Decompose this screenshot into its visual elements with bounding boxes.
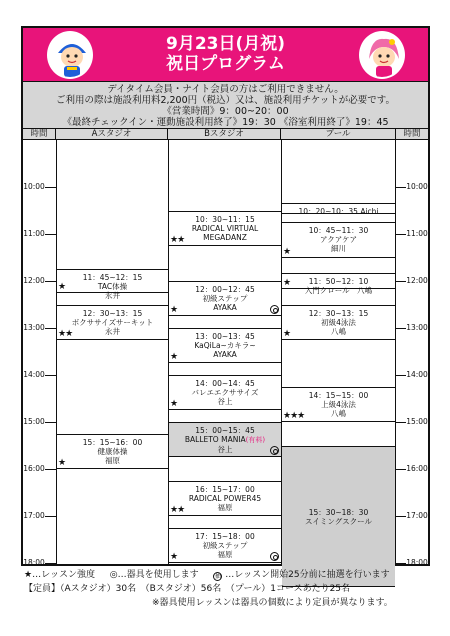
time-label: 11:00 (23, 229, 45, 238)
title-banner (23, 28, 428, 82)
schedule-sheet (21, 26, 430, 566)
time-label: 12:00 (406, 276, 428, 285)
lesson-name: アクアケア (319, 235, 358, 244)
header-studio-b: Bスタジオ (168, 129, 281, 140)
capacity-line: 【定員】（Aスタジオ）30名 （Bスタジオ）56名 （プール）1コースあたり25名 (24, 584, 351, 594)
studio-b-lesson[interactable] (169, 528, 281, 563)
time-label: 18:00 (406, 558, 428, 567)
time-tick (45, 328, 56, 329)
lesson-name: 初級ステップ (202, 294, 248, 303)
lesson-instructor: 谷上 (217, 397, 233, 406)
lesson-time: 15：30~18：30 (308, 508, 369, 517)
legend-line (24, 570, 390, 581)
lesson-time: 14：00~14：45 (195, 379, 255, 388)
intensity-stars: ★ (283, 329, 291, 339)
time-label: 10:00 (23, 182, 45, 191)
intensity-stars: ★ (170, 305, 178, 315)
lesson-time: 16：15~17：00 (195, 485, 255, 494)
time-label: 16:00 (23, 464, 45, 473)
lesson-time: 15：00~15：45 (195, 426, 255, 435)
lesson-time: 17：15~18：00 (195, 532, 255, 541)
header-pool: プール (281, 129, 396, 140)
time-tick (45, 422, 56, 423)
time-label: 18:00 (23, 558, 45, 567)
pool-lesson[interactable] (282, 387, 395, 422)
lesson-instructor: 谷上 (217, 445, 233, 454)
pool-lesson[interactable] (282, 203, 395, 214)
lesson-time: 10：30~11：15 (195, 215, 255, 224)
time-label: 14:00 (23, 370, 45, 379)
lesson-time: 15：15~16：00 (82, 438, 143, 447)
studio-a-lesson[interactable] (57, 434, 168, 469)
time-tick (45, 563, 56, 564)
time-tick (45, 187, 56, 188)
lesson-instructor: 永井 (105, 291, 120, 300)
intensity-stars: ★ (170, 352, 178, 362)
equipment-icon (270, 446, 279, 455)
lesson-name: ボクササイズサーキット (71, 318, 154, 327)
lesson-instructor: 福原 (217, 550, 233, 559)
time-tick (396, 187, 406, 188)
pool-lesson[interactable] (282, 273, 395, 295)
intensity-stars: ★ (283, 278, 291, 288)
lesson-instructor: 八嶋 (331, 327, 346, 336)
studio-b-lesson[interactable] (169, 328, 281, 363)
pool-lesson[interactable] (282, 305, 395, 340)
intensity-stars: ★★★ (283, 411, 305, 421)
timetable-grid (23, 140, 428, 567)
intensity-stars: ★ (58, 458, 66, 468)
lesson-instructor: AYAKA (213, 303, 237, 312)
lesson-name: 初級ステップ (202, 541, 248, 550)
title-program: 祝日プログラム (166, 54, 285, 74)
intensity-stars: ★ (283, 247, 291, 257)
lesson-name: 入門クロール 八嶋 (304, 286, 373, 295)
lesson-name: スイミングスクール (305, 517, 372, 526)
lottery-icon: 抽 (214, 573, 221, 580)
time-tick (45, 375, 56, 376)
lesson-name: BALLETO MANIA(有料) (184, 435, 266, 444)
lesson-time: 12：00~12：45 (195, 285, 255, 294)
time-label: 17:00 (406, 511, 428, 520)
lesson-instructor: 細川 (331, 244, 346, 253)
equipment-icon (270, 305, 279, 314)
pool-lesson[interactable] (282, 222, 395, 258)
lesson-time: 12：30~13：15 (82, 309, 143, 318)
studio-a-lesson[interactable] (57, 269, 168, 300)
lesson-instructor: 福原 (217, 503, 233, 512)
time-label: 13:00 (406, 323, 428, 332)
lesson-time: 14：15~15：00 (308, 391, 369, 400)
intensity-stars: ★★ (170, 235, 185, 245)
time-label: 12:00 (23, 276, 45, 285)
time-tick (396, 469, 406, 470)
time-tick (45, 281, 56, 282)
lesson-name: 上級4泳法 (321, 400, 356, 409)
time-label: 15:00 (406, 417, 428, 426)
intensity-stars: ★ (170, 552, 178, 562)
lesson-instructor: AYAKA (213, 350, 237, 359)
time-tick (396, 328, 406, 329)
lesson-time: 11：50~12：10 (308, 277, 369, 286)
lesson-instructor: 八嶋 (331, 409, 346, 418)
intensity-stars: ★★ (170, 505, 185, 515)
time-label: 13:00 (23, 323, 45, 332)
lesson-name: KaQiLa~カキラ~ (194, 341, 256, 350)
notice-line-2: ご利用の際は施設利用料2,200円（税込）又は、施設利用チケットが必要です。 (55, 95, 396, 106)
studio-b-lesson[interactable] (169, 481, 281, 516)
lesson-name: 健康体操 (97, 447, 128, 456)
legend-strength: ★…レッスン強度 (24, 570, 95, 580)
time-tick (396, 234, 406, 235)
studio-b-lesson[interactable] (169, 211, 281, 246)
legend-lottery: …レッスン開始25分前に抽選を行います (225, 570, 390, 580)
lesson-name: RADICAL VIRTUAL (191, 224, 259, 233)
equipment-icon (270, 552, 279, 561)
lesson-name-2: MEGADANZ (203, 233, 247, 242)
time-tick (396, 281, 406, 282)
time-tick (45, 516, 56, 517)
lesson-time: 10：45~11：30 (308, 226, 369, 235)
time-tick (396, 516, 406, 517)
mascot-girl-icon (359, 31, 405, 79)
notice-line-4: 《最終チェックイン・運動施設利用終了》19：30 《浴室利用終了》19：45 (62, 117, 389, 128)
intensity-stars: ★ (170, 399, 178, 409)
notice-line-1: デイタイム会員・ナイト会員の方はご利用できません。 (107, 84, 344, 95)
lesson-time: 13：00~13：45 (195, 332, 255, 341)
header-time-right: 時間 (396, 129, 428, 140)
time-tick (45, 234, 56, 235)
paid-label: (有料) (245, 436, 266, 444)
studio-b-lesson[interactable] (169, 281, 281, 316)
header-time-left: 時間 (23, 129, 56, 140)
time-tick (396, 563, 406, 564)
intensity-stars: ★★ (58, 329, 73, 339)
studio-a-lesson[interactable] (57, 305, 168, 340)
notice-box (23, 82, 428, 129)
studio-b-lesson[interactable] (169, 422, 281, 457)
time-tick (396, 422, 406, 423)
lesson-time: 10：20~10：35 Aichi (298, 207, 379, 216)
time-label: 14:00 (406, 370, 428, 379)
pool-lesson[interactable] (282, 446, 395, 587)
grid-divider (395, 140, 396, 564)
equipment-note: ※器具使用レッスンは器具の個数により定員が異なります。 (152, 598, 393, 608)
lesson-instructor: 福原 (105, 456, 120, 465)
lesson-time: 11：45~12：15 (82, 273, 143, 282)
legend-equipment: ◎…器具を使用します (109, 570, 199, 580)
lesson-name: RADICAL POWER45 (188, 494, 262, 503)
time-label: 17:00 (23, 511, 45, 520)
intensity-stars: ★ (58, 282, 66, 292)
studio-b-lesson[interactable] (169, 375, 281, 410)
time-tick (396, 375, 406, 376)
time-tick (45, 469, 56, 470)
lesson-name: バレエエクササイズ (191, 388, 259, 397)
time-label: 11:00 (406, 229, 428, 238)
grid-divider (56, 140, 57, 564)
lesson-time: 12：30~13：15 (308, 309, 369, 318)
title-date: 9月23日(月祝) (165, 34, 286, 54)
notice-line-3: 《営業時間》9：00~20：00 (162, 106, 289, 117)
header-studio-a: Aスタジオ (56, 129, 168, 140)
time-label: 10:00 (406, 182, 428, 191)
time-label: 16:00 (406, 464, 428, 473)
lesson-name: TAC体操 (97, 282, 128, 291)
time-label: 15:00 (23, 417, 45, 426)
lesson-name: 初級4泳法 (321, 318, 356, 327)
lesson-instructor: 永井 (105, 327, 120, 336)
